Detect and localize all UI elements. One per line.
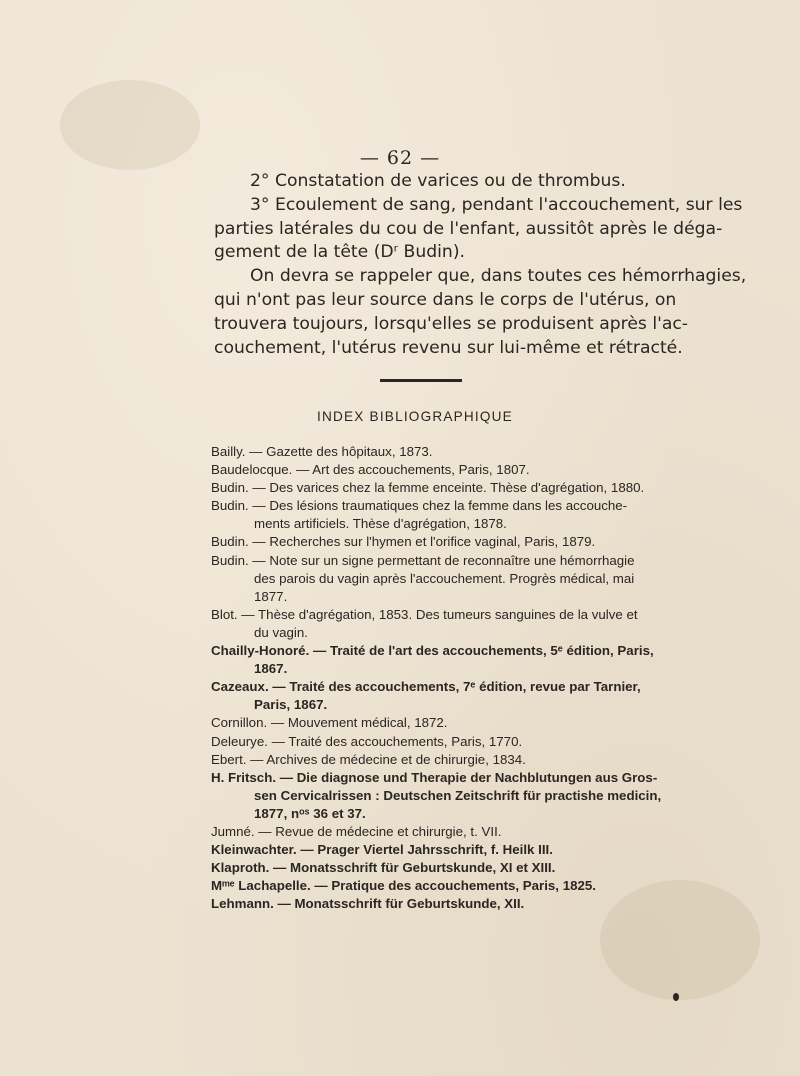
bibliography-entry bbox=[211, 859, 656, 877]
bibliography-line: Budin. — Recherches sur l'hymen et l'orifice vaginal, Paris, 1879. bbox=[211, 534, 596, 550]
bibliography-line: 1877. bbox=[254, 588, 288, 604]
ink-dot bbox=[673, 993, 679, 1001]
bibliography-line: Deleurye. — Traité des accouchements, Paris, 1770. bbox=[211, 733, 523, 749]
bibliography-line: Ebert. — Archives de médecine et de chirurgie, 1834. bbox=[211, 751, 526, 767]
paragraph-ecoulement bbox=[214, 194, 743, 265]
bibliography-entry bbox=[211, 751, 656, 769]
bibliography-line: Budin. — Note sur un signe permettant de reconnaître une hémorrhagie bbox=[211, 552, 635, 568]
bibliography-entry bbox=[211, 606, 656, 642]
bibliography-line: sen Cervicalrissen : Deutschen Zeitschrift für practishe medicin, bbox=[254, 787, 662, 803]
bibliography-list bbox=[211, 443, 662, 913]
body-text bbox=[214, 170, 747, 360]
paragraph-varices bbox=[214, 170, 646, 194]
bibliography-line: Bailly. — Gazette des hôpitaux, 1873. bbox=[211, 444, 433, 459]
bibliography-line: Baudelocque. — Art des accouchements, Paris, 1807. bbox=[211, 462, 530, 478]
bibliography-line: Mᵐᵉ Lachapelle. — Pratique des accouchements, Paris, 1825. bbox=[211, 878, 596, 894]
bibliography-line: Budin. — Des varices chez la femme enceinte. Thèse d'agrégation, 1880. bbox=[211, 480, 645, 496]
bibliography-line: du vagin. bbox=[254, 624, 308, 640]
text-line: 3° Ecoulement de sang, pendant l'accouchement, sur les bbox=[250, 194, 743, 215]
bibliography-line: Blot. — Thèse d'agrégation, 1853. Des tumeurs sanguines de la vulve et bbox=[211, 606, 638, 622]
text-line: qui n'ont pas leur source dans le corps de l'utérus, on bbox=[214, 289, 677, 310]
bibliography-line: Cornillon. — Mouvement médical, 1872. bbox=[211, 715, 448, 731]
index-title: INDEX BIBLIOGRAPHIQUE bbox=[317, 409, 513, 424]
bibliography-entry bbox=[211, 533, 656, 551]
text-line: 2° Constatation de varices ou de thrombus. bbox=[250, 171, 626, 191]
bibliography-entry bbox=[211, 769, 662, 823]
text-line: gement de la tête (Dʳ Budin). bbox=[214, 242, 465, 263]
bibliography-line: des parois du vagin après l'accouchement. Progrès médical, mai bbox=[254, 570, 635, 586]
bibliography-line: Cazeaux. — Traité des accouchements, 7ᵉ édition, revue par Tarnier, bbox=[211, 679, 641, 695]
bibliography-entry bbox=[211, 823, 656, 841]
bibliography-line: Paris, 1867. bbox=[254, 697, 328, 713]
text-line: couchement, l'utérus revenu sur lui-même et rétracté. bbox=[214, 337, 683, 358]
bibliography-entry bbox=[211, 895, 656, 913]
bibliography-line: Jumné. — Revue de médecine et chirurgie, t. VII. bbox=[211, 823, 502, 839]
section-divider bbox=[380, 379, 462, 382]
bibliography-line: ments artificiels. Thèse d'agrégation, 1878. bbox=[254, 516, 507, 532]
bibliography-line: H. Fritsch. — Die diagnose und Therapie der Nachblutungen aus Gros- bbox=[211, 769, 658, 785]
bibliography-entry bbox=[211, 479, 656, 497]
bibliography-entry bbox=[211, 461, 656, 479]
text-line: On devra se rappeler que, dans toutes ces hémorrhagies, bbox=[250, 266, 747, 287]
page-number: — 62 — bbox=[359, 147, 441, 169]
bibliography-entry bbox=[211, 733, 656, 751]
paragraph-conclusion bbox=[214, 265, 747, 360]
bibliography-entry bbox=[211, 552, 656, 606]
bibliography-line: Kleinwachter. — Prager Viertel Jahrsschrift, f. Heilk III. bbox=[211, 842, 553, 858]
bibliography-entry bbox=[211, 642, 656, 678]
bibliography-entry bbox=[211, 497, 656, 533]
bibliography-line: Budin. — Des lésions traumatiques chez la femme dans les accouche- bbox=[211, 498, 628, 514]
bibliography-line: 1867. bbox=[254, 661, 288, 677]
text-line: parties latérales du cou de l'enfant, aussitôt après le déga- bbox=[214, 218, 723, 239]
bibliography-entry bbox=[211, 877, 656, 895]
bibliography-line: Lehmann. — Monatsschrift für Geburtskunde, XII. bbox=[211, 896, 525, 912]
bibliography-entry bbox=[211, 841, 656, 859]
bibliography-entry bbox=[211, 678, 656, 714]
text-line: trouvera toujours, lorsqu'elles se produisent après l'ac- bbox=[214, 313, 688, 334]
bibliography-entry bbox=[211, 714, 656, 732]
bibliography-entry bbox=[211, 443, 656, 461]
bibliography-line: Klaproth. — Monatsschrift für Geburtskunde, XI et XIII. bbox=[211, 860, 556, 876]
bibliography-line: 1877, nᵒˢ 36 et 37. bbox=[254, 805, 366, 821]
bibliography-line: Chailly-Honoré. — Traité de l'art des accouchements, 5ᵉ édition, Paris, bbox=[211, 643, 654, 659]
